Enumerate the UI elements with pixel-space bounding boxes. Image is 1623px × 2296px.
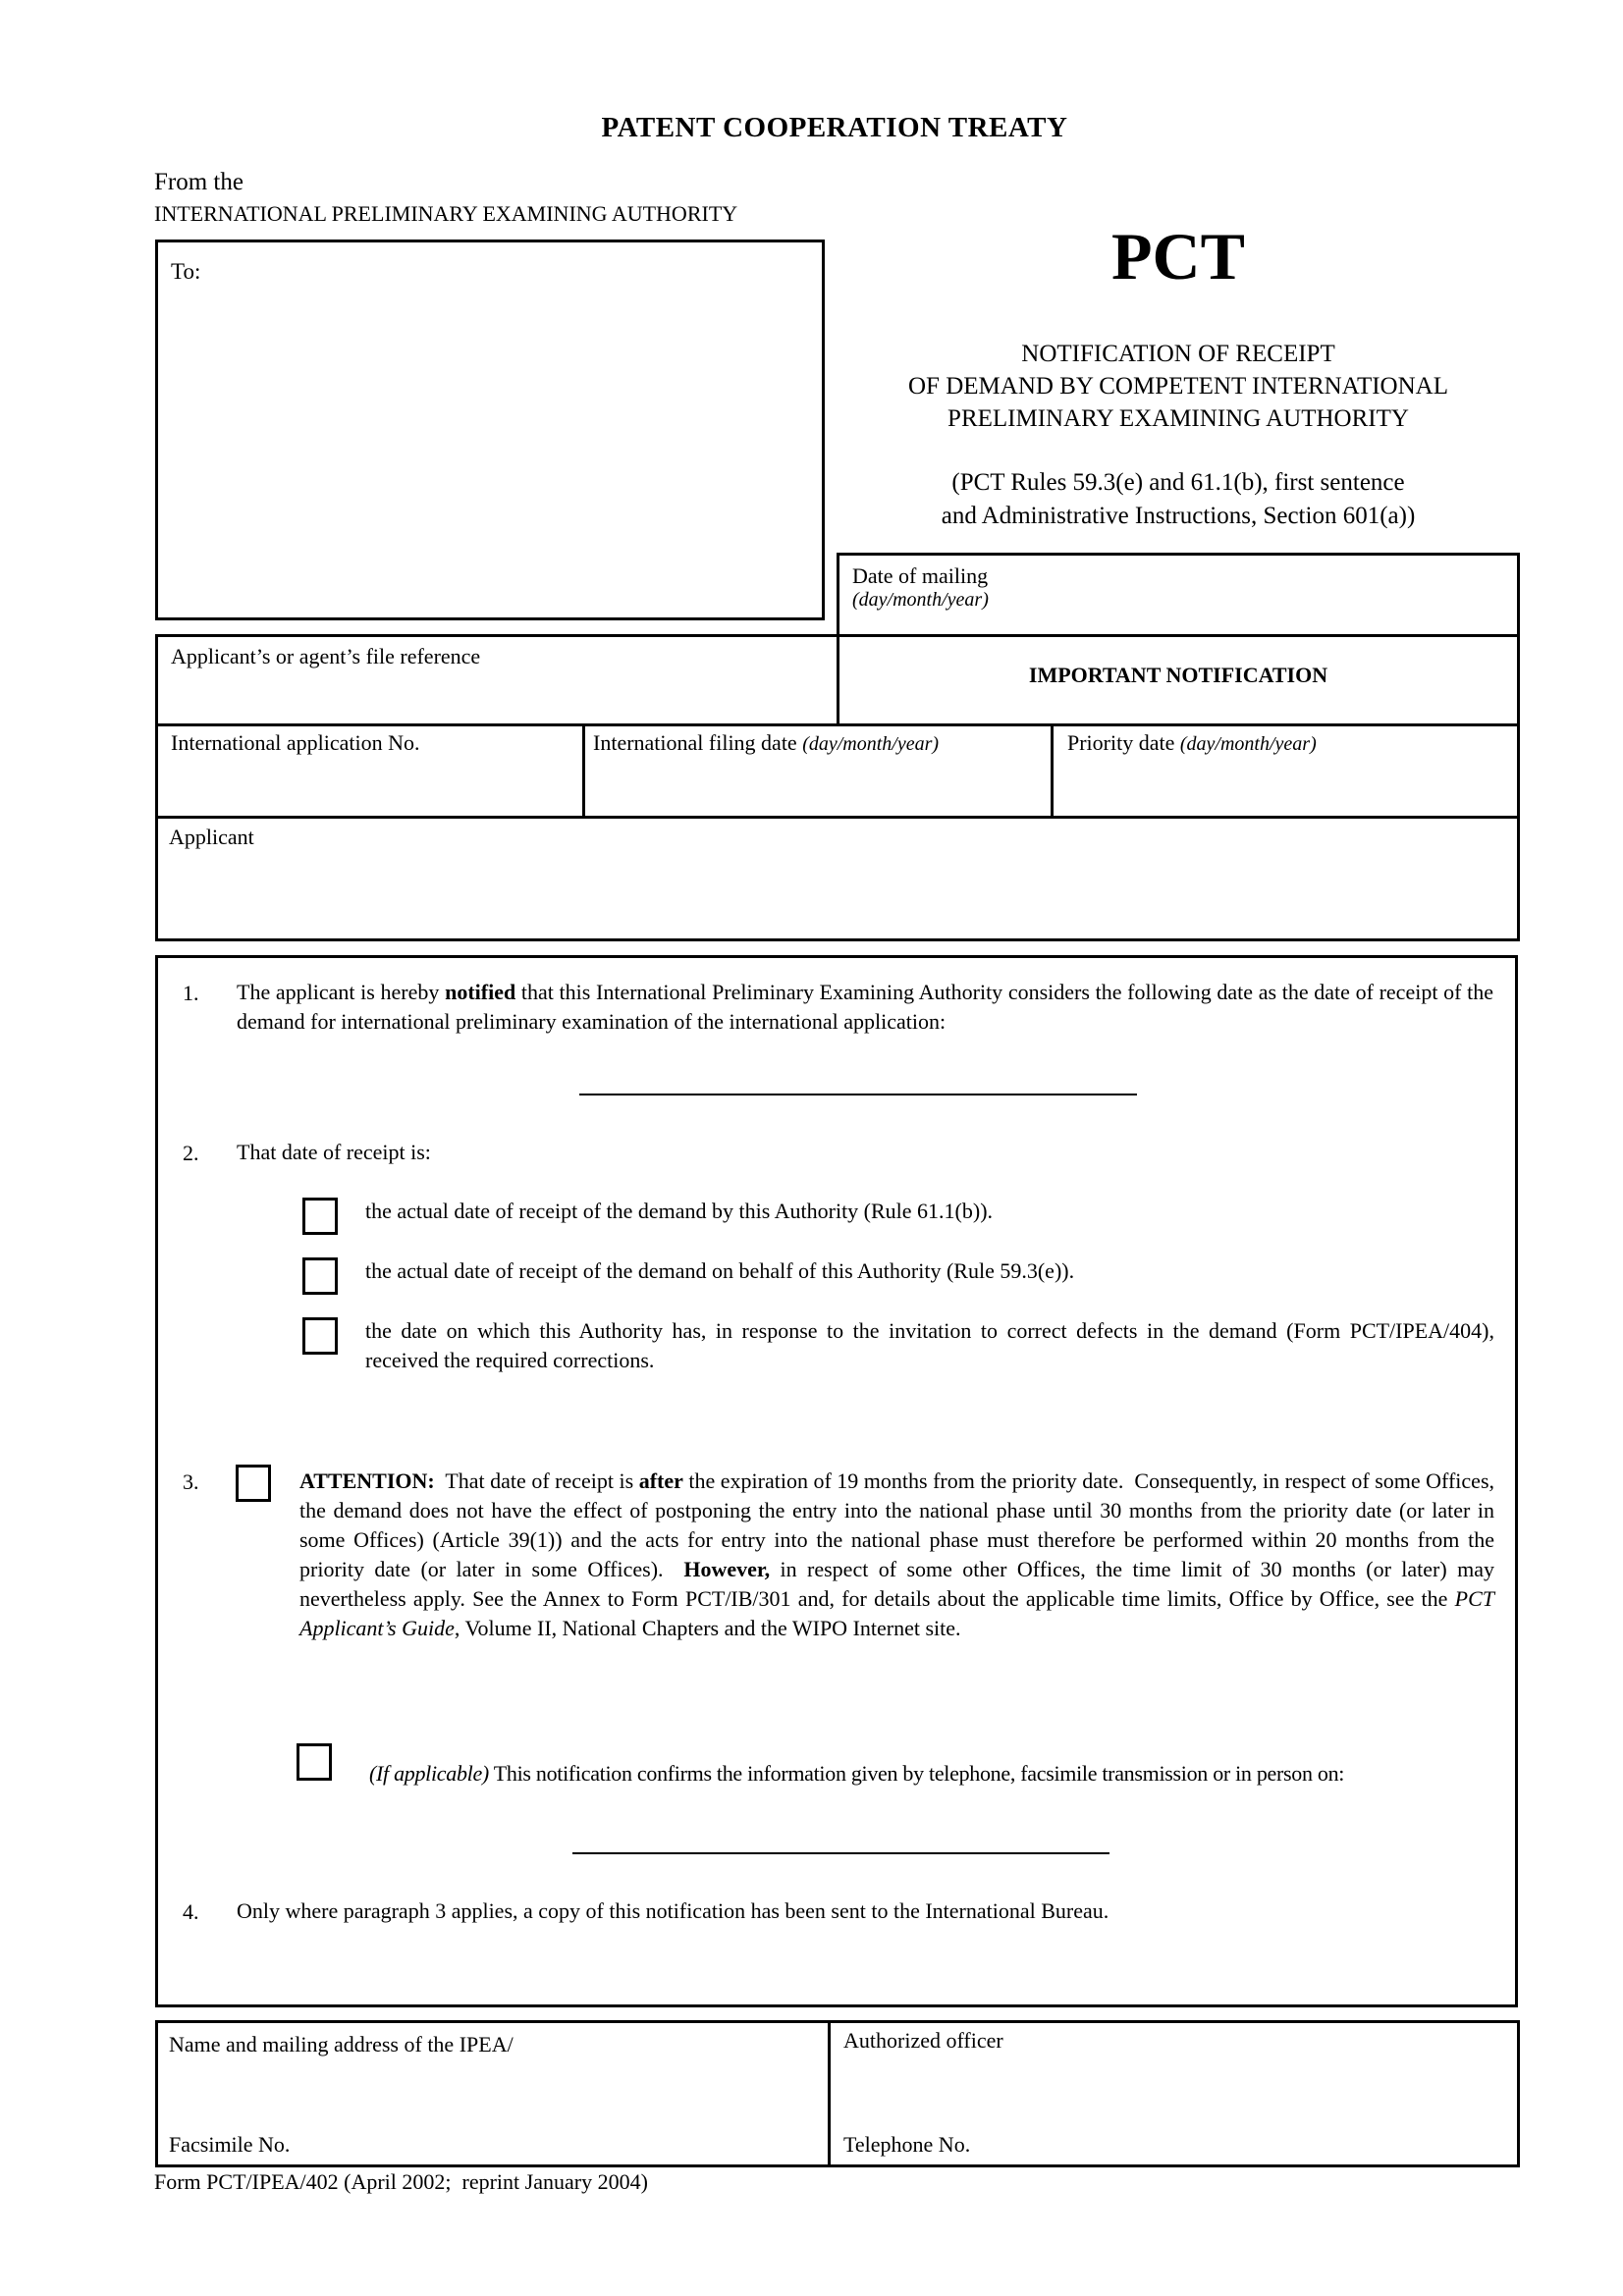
divider	[155, 723, 1520, 726]
filing-date-label: International filing date (day/month/year)	[593, 730, 940, 755]
date-of-mailing-format: (day/month/year)	[852, 589, 989, 611]
form-footer: Form PCT/IPEA/402 (April 2002; reprint January 2004)	[154, 2169, 648, 2194]
rules-line-1: (PCT Rules 59.3(e) and 61.1(b), first sentence	[951, 469, 1405, 496]
paragraph-1: The applicant is hereby notified that this International Preliminary Examining Authority considers the following date as the date of receipt of the demand for international preliminary examination of the international application:	[237, 980, 1493, 1034]
application-no-label: International application No.	[171, 730, 420, 755]
date-of-mailing-label: Date of mailing	[852, 563, 989, 588]
if-applicable-text: (If applicable) This notification confirms the information given by telephone, facsimile transmission or in person on:	[369, 1761, 1345, 1786]
authorized-officer-label: Authorized officer	[843, 2028, 1003, 2053]
file-reference-label: Applicant’s or agent’s file reference	[171, 644, 481, 668]
checkbox-if-applicable[interactable]	[297, 1743, 332, 1781]
applicant-label: Applicant	[169, 825, 254, 849]
divider	[1051, 723, 1054, 818]
divider	[155, 816, 1520, 819]
paragraph-4-number: 4.	[183, 1899, 199, 1924]
telephone-label: Telephone No.	[843, 2132, 971, 2157]
notification-title-1: NOTIFICATION OF RECEIPT	[1021, 341, 1335, 367]
from-authority: INTERNATIONAL PRELIMINARY EXAMINING AUTHORITY	[154, 201, 738, 226]
to-label: To:	[171, 259, 201, 284]
paragraph-1-number: 1.	[183, 981, 199, 1005]
paragraph-3: ATTENTION: That date of receipt is after the expiration of 19 months from the priority date. Consequently, in respect of some Offices, the demand does not have the effect of postponing the entry into the national phase until 30 months from the priority date (or later in some Offices) (Article 39(1)) and the acts for entry into the national phase must therefore be performed within 20 months from the priority date (or later in some Offices). However, in respect of some other Offices, the time limit of 30 months (or later) may nevertheless apply. See the Annex to Form PCT/IB/301 and, for details about the applicable time limits, Office by Office, see the PCT Applicant’s Guide, Volume II, National Chapters and the WIPO Internet site.	[299, 1468, 1500, 1640]
checkbox-attention[interactable]	[236, 1465, 271, 1502]
paragraph-4: Only where paragraph 3 applies, a copy of this notification has been sent to the International Bureau.	[237, 1898, 1109, 1923]
checkbox-on-behalf[interactable]	[302, 1257, 338, 1295]
checkbox-actual-receipt[interactable]	[302, 1198, 338, 1235]
rules-line-2: and Administrative Instructions, Section 601(a))	[941, 503, 1416, 529]
facsimile-label: Facsimile No.	[169, 2132, 291, 2157]
pct-heading: PCT	[1111, 219, 1245, 294]
option-actual-receipt: the actual date of receipt of the demand by this Authority (Rule 61.1(b)).	[365, 1199, 994, 1223]
paragraph-3-number: 3.	[183, 1469, 199, 1494]
confirmation-date-line[interactable]	[572, 1852, 1109, 1854]
from-line: From the	[154, 169, 243, 195]
option-corrections: the date on which this Authority has, in response to the invitation to correct defects in the demand (Form PCT/IPEA/404), received the required corrections.	[365, 1318, 1494, 1372]
divider	[828, 2020, 831, 2167]
paragraph-2-number: 2.	[183, 1141, 199, 1165]
ipea-name-address-label: Name and mailing address of the IPEA/	[169, 2032, 514, 2056]
option-on-behalf: the actual date of receipt of the demand on behalf of this Authority (Rule 59.3(e)).	[365, 1258, 1075, 1283]
paragraph-2: That date of receipt is:	[237, 1140, 431, 1164]
receipt-date-line[interactable]	[579, 1094, 1137, 1095]
important-notification: IMPORTANT NOTIFICATION	[1028, 663, 1328, 687]
checkbox-corrections[interactable]	[302, 1317, 338, 1355]
notification-title-3: PRELIMINARY EXAMINING AUTHORITY	[947, 405, 1409, 432]
priority-date-label: Priority date (day/month/year)	[1067, 730, 1317, 755]
notification-title-2: OF DEMAND BY COMPETENT INTERNATIONAL	[908, 373, 1448, 400]
addressee-box[interactable]	[155, 240, 825, 620]
divider	[582, 723, 585, 818]
page-title: PATENT COOPERATION TREATY	[601, 112, 1068, 143]
